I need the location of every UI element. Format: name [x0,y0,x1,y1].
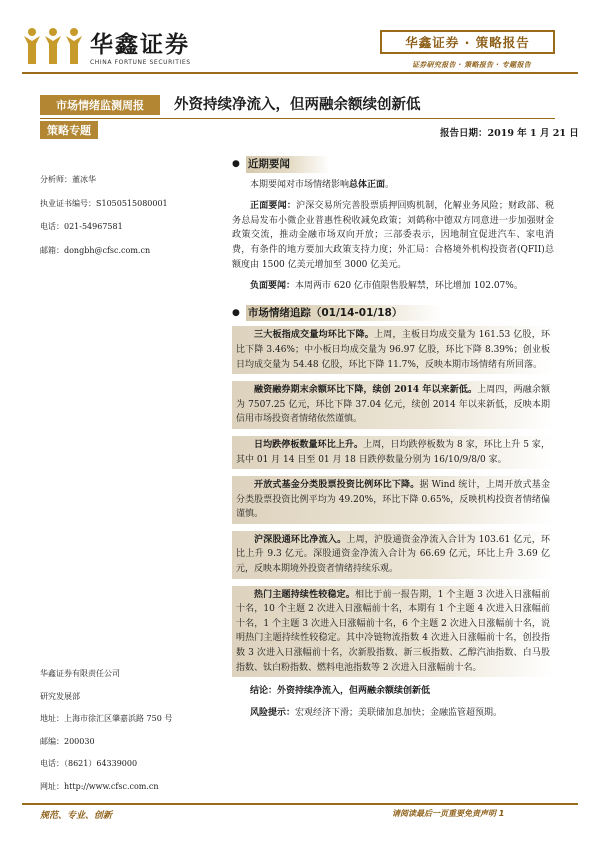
report-type-tag: 策略专题 [40,121,98,139]
company-logo [22,26,191,66]
footer-motto: 规范、专业、创新 [40,811,113,821]
logo-text [90,33,191,66]
company-address: 地址：上海市徐汇区肇嘉浜路 750 号 [40,714,173,723]
analyst-email: 邮箱：dongbh@cfsc.com.cn [40,245,151,255]
news-intro-b: 总体正面 [349,179,386,190]
analyst-license: 执业证书编号：S1050515080001 [40,198,168,208]
market-item-volume [232,326,554,374]
category-tag: 市场情绪监测周报 [40,95,160,115]
market-item-margin [232,381,554,429]
positive-news [232,199,554,272]
market-item-fund-ratio [232,476,554,524]
company-phone: 电话：（8621）64339000 [40,759,138,768]
postcode-value: 200030 [64,736,95,746]
risk-text: 宏观经济下滑；美联储加息加快；金融监管超预期。 [295,707,503,718]
company-info [40,663,220,798]
market-item-limit-down [232,436,554,469]
item3-text: 上周，日均跌停板数为 8 家，环比上升 5 家，其中 01 月 14 日至 01 月 18 日跌停数量分别为 16/10/9/8/0 家。 [236,439,550,465]
conclusion-text: 外资持续净流入，但两融余额续创新低 [277,686,431,697]
report-date: 报告日期：2019 年 1 月 21 日 [440,128,579,139]
company-name: 华鑫证券有限责任公司 [40,669,120,678]
footer-disclaimer: 请阅读最后一页重要免责声明 1 [392,809,505,818]
market-item-themes [232,586,554,678]
item2-text: 上周四，两融余额为 7507.25 亿元，环比下降 37.04 亿元，续创 2014 年以来新低，反映本期信用市场投资者情绪依然谨慎。 [236,385,550,425]
item4-text: 据 Wind 统计，上周开放式基金分类股票投资比例平均为 49.20%，环比下降 0.65%，反映机构投资者情绪偏谨慎。 [236,480,550,520]
negative-text: 本周两市 620 亿市值限售股解禁，环比增加 102.07%。 [295,281,523,292]
report-title: 外资持续净流入，但两融余额续创新低 [174,97,421,113]
section-heading-market [232,305,554,322]
bullet-icon: ● [232,159,240,169]
company-postcode [40,731,220,754]
report-series: 证券研究报告 · 策略报告 · 专题报告 [412,61,532,69]
footer-rule [22,803,578,805]
market-item-connect [232,531,554,579]
item4-lead: 开放式基金分类股票投资比例环比下降。 [254,480,420,491]
news-heading-text: 近期要闻 [246,156,330,173]
report-body [232,156,554,727]
company-website[interactable]: 网址：http://www.cfsc.com.cn [40,781,159,791]
positive-label: 正面要闻： [250,201,297,212]
postcode-label: 邮编： [40,736,64,746]
conclusion-lead: 结论： [250,686,278,697]
news-intro [232,178,554,193]
analyst-phone: 电话：021-54967581 [40,222,123,231]
positive-text: 沪深交易所完善股票质押回购机制，化解业务风险；财政部、税务总局发布小微企业普惠性税收减免政策；刘鹤称中德双方同意进一步加强财金政策交流，推动金融市场双向开放；三部委表示，因地制宜促进汽车、家电消费，有条件的地方要加大政策支持力度；外汇局：合格境外机构投资者(QFII)总额度由 1500 亿美元增加至 3000 亿美元。 [232,201,554,270]
negative-news [232,279,554,294]
logo-en: CHINA FORTUNE SECURITIES [90,59,191,66]
item6-text: 相比于前一报告期，1 个主题 3 次进入日涨幅前十名，10 个主题 2 次进入日涨幅前十名，本期有 1 个主题 4 次进入日涨幅前十名，1 个主题 3 次进入日涨幅前十名，6 个主题 2 次进入日涨幅前十名，说明热门主题持续性较稳定。其中冷链物流指数 4 次进入日涨幅前十名，创投指数 3 次进入日涨幅前十名，次新股指数、新三板指数、乙醇汽油指数、白马股指数、钛白粉指数、燃料电池指数等 2 次进入日涨幅前十名。 [236,589,550,673]
company-dept: 研究发展部 [40,691,80,701]
item5-text: 上周，沪股通资金净流入合计为 103.61 亿元，环比上升 9.3 亿元。深股通资金净流入合计为 66.69 亿元，环比上升 3.69 亿元，反映本期境外投资者情绪持续乐观。 [236,534,550,575]
news-intro-a: 本期要闻对市场情绪影响 [250,179,350,190]
analyst-name: 分析师：董冰华 [40,175,96,184]
analyst-info [40,168,220,262]
bullet-icon: ● [232,307,240,318]
item1-text: 上周，主板日均成交量为 161.53 亿股，环比下降 3.46%；中小板日均成交量为 96.97 亿股，环比下降 8.39%；创业板日均成交量为 54.48 亿股，环比下降 11.7%，反映本期市场情绪有所回落。 [236,330,550,370]
news-intro-c: 。 [385,179,395,190]
section-heading-news [232,156,554,173]
brand-box: 华鑫证券 · 策略报告 [380,30,555,54]
header-rule [22,72,578,74]
title-rule [40,118,555,119]
logo-cn: 华鑫证券 [90,32,190,58]
risk-warning [232,706,554,721]
item1-lead: 三大板指成交量均环比下降。 [254,330,375,341]
risk-lead: 风险提示： [250,707,296,718]
market-heading-text: 市场情绪追踪（01/14-01/18） [246,305,442,322]
negative-label: 负面要闻： [250,281,296,292]
item3-lead: 日均跌停板数量环比上升。 [254,439,364,450]
item6-lead: 热门主题持续性较稳定。 [254,589,356,600]
logo-figures-icon [22,26,84,66]
item5-lead: 沪深股通环比净流入。 [254,534,347,545]
conclusion [232,684,554,699]
item2-lead: 融资融券期末余额环比下降，续创 2014 年以来新低。 [254,385,478,396]
